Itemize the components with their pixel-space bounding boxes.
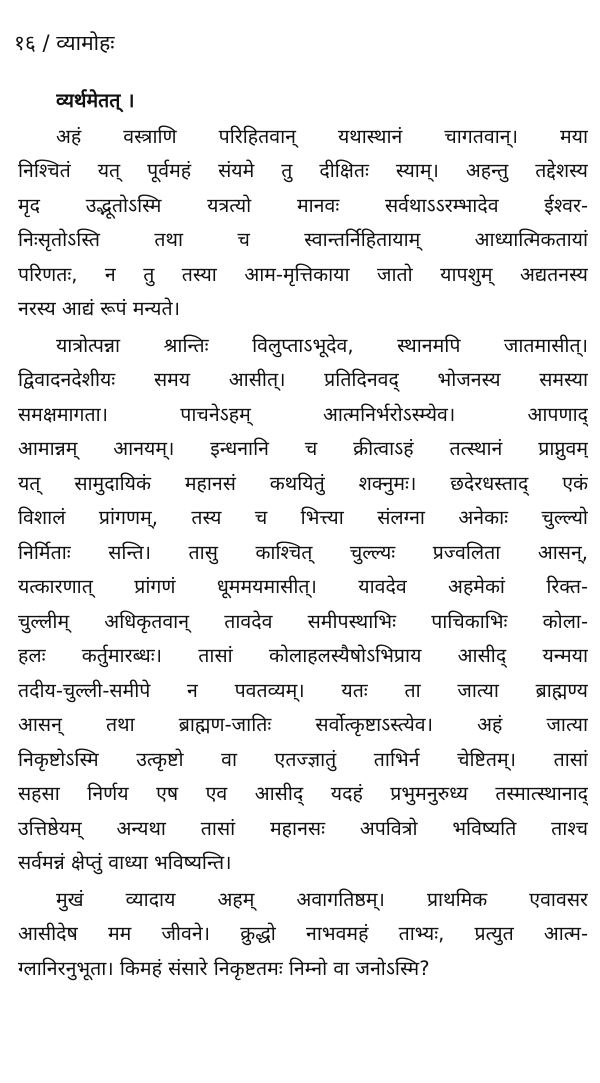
paragraph-line: ग्लानिरनुभूता। किमहं संसारे निकृष्टतमः निम्नो वा जनोऽस्मि? <box>18 957 430 980</box>
paragraph-line: द्विवादनदेशीयः समय आसीत्। प्रतिदिनवद् भोजनस्य समस्या <box>18 368 588 391</box>
paragraph-line: तदीय-चुल्ली-समीपे न पवतव्यम्। यतः ता जात्या ब्राह्मण्य <box>18 679 588 702</box>
paragraph-line: सहसा निर्णय एष एव आसीद् यदहं प्रभुमनुरुध्य तस्मात्स्थानाद् <box>18 782 588 805</box>
paragraph-line: आसीदेष मम जीवने। क्रुद्धो नाभवमहं ताभ्यः, प्रत्युत आत्म- <box>18 922 588 945</box>
paragraph-line: व्यर्थमेतत् । <box>56 89 135 112</box>
paragraph-line: आसन् तथा ब्राह्मण-जातिः सर्वोत्कृष्टाऽस्त्येव। अहं जात्या <box>18 713 588 736</box>
paragraph-line: मृद उद्भूतोऽस्मि यत्रत्यो मानवः सर्वथाऽऽरम्भादेव ईश्वर- <box>18 194 588 217</box>
paragraph-line: उत्तिष्ठेयम् अन्यथा तासां महानसः अपवित्रो भविष्यति ताश्च <box>18 817 588 840</box>
paragraph-line: अहं वस्त्राणि परिहितवान् यथास्थानं चागतवान्। मया <box>56 125 588 148</box>
paragraph-line: चुल्लीम् अधिकृतवान् तावदेव समीपस्थाभिः पाचिकाभिः कोला- <box>18 610 588 633</box>
paragraph-line: आमान्नम् आनयम्। इन्धनानि च क्रीत्वाऽहं तत्स्थानं प्राप्नुवम् <box>18 437 588 460</box>
paragraph-line: सर्वमन्नं क्षेप्तुं वाध्या भविष्यन्ति। <box>18 851 232 874</box>
paragraph-line: निर्मिताः सन्ति। तासु काश्चित् चुल्ल्यः प्रज्वलिता आसन्, <box>18 541 588 564</box>
paragraph-line: नरस्य आद्यं रूपं मन्यते। <box>18 297 180 320</box>
paragraph-line: मुखं व्यादाय अहम् अवागतिष्ठम्। प्राथमिक एवावसर <box>56 888 588 911</box>
paragraph-line: निकृष्टोऽस्मि उत्कृष्टो वा एतज्ज्ञातुं ताभिर्न चेष्टितम्। तासां <box>18 748 588 771</box>
paragraph-line: निश्चितं यत् पूर्वमहं संयमे तु दीक्षितः स्याम्। अहन्तु तद्देशस्य <box>18 159 588 182</box>
running-header: १६ / व्यामोहः <box>14 31 115 55</box>
paragraph-line: यत् सामुदायिकं महानसं कथयितुं शक्नुमः। छदेरधस्ताद् एकं <box>18 472 588 495</box>
paragraph-line: यात्रोत्पन्ना श्रान्तिः विलुप्ताऽभूदेव, स्थानमपि जातमासीत्। <box>56 334 588 357</box>
paragraph-line: परिणतः, न तु तस्या आम-मृत्तिकाया जातो यापशुम् अद्यतनस्य <box>18 263 588 286</box>
paragraph-line: निःसृतोऽस्ति तथा च स्वान्तर्निहितायाम् आध्यात्मिकतायां <box>18 228 588 251</box>
paragraph-line: समक्षमागता। पाचनेऽहम् आत्मनिर्भरोऽस्म्येव। आपणाद् <box>18 403 588 426</box>
paragraph-line: विशालं प्रांगणम्, तस्य च भित्त्या संलग्ना अनेकाः चुल्ल्यो <box>18 506 588 529</box>
paragraph-line: यत्कारणात् प्रांगणं धूममयमासीत्। यावदेव अहमेकां रिक्त- <box>18 575 588 598</box>
paragraph-line: हलः कर्तुमारब्धः। तासां कोलाहलस्यैषोऽभिप्राय आसीद् यन्मया <box>18 644 588 667</box>
